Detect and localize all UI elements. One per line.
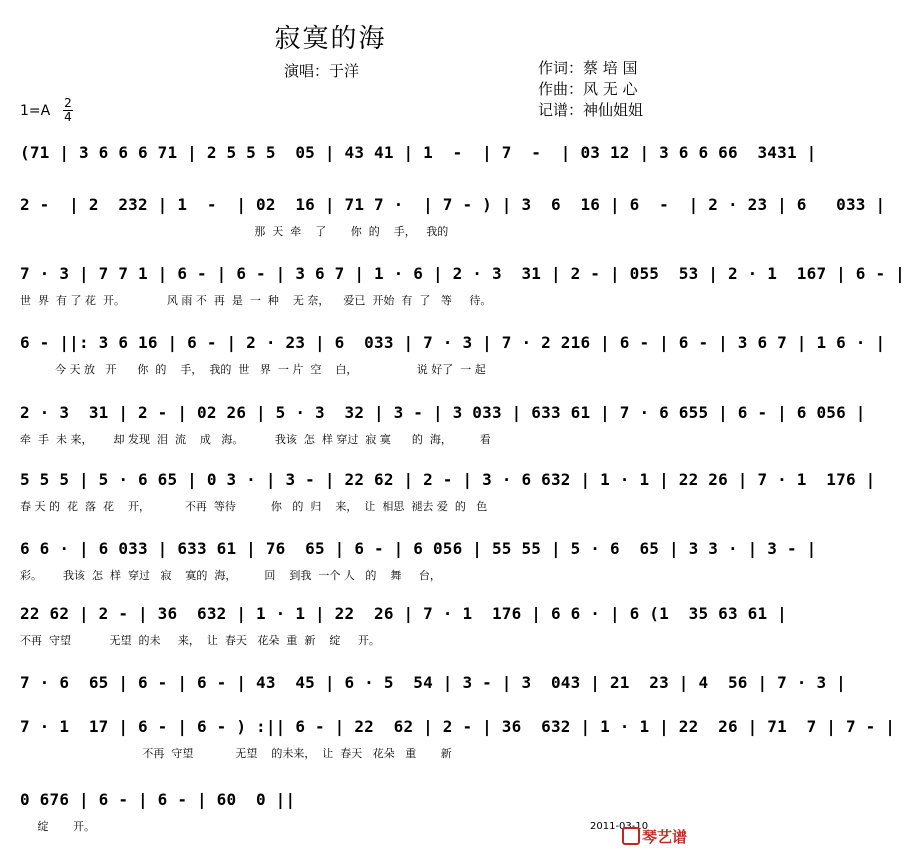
notation-line: 7 · 6 65 | 6 - | 6 - | 43 45 | 6 · 5 54 | 3 - | 3 043 | 21 23 | 4 56 | 7 · 3 |: [20, 673, 846, 692]
key-signature: 1=A: [20, 103, 51, 119]
lyrics-line: 不再 守望 无望 的未 来， 让 春天 花朵 重 新 绽 开。: [20, 634, 380, 647]
time-signature-bottom: 4: [64, 110, 72, 124]
transcription-date: 2011-03-10: [590, 821, 649, 832]
logo-text: 琴艺谱: [642, 828, 688, 846]
time-signature: [63, 98, 73, 123]
lyrics-line: 牵 手 未 来， 却 发现 泪 流 成 海。 我该 怎 样 穿过 寂 寞 的 海， 看: [20, 433, 491, 446]
transcriber-credit: 记谱：神仙姐姐: [538, 101, 644, 119]
time-signature-top: 2: [64, 96, 72, 110]
notation-line: 5 5 5 | 5 · 6 65 | 0 3 · | 3 - | 22 62 | 2 - | 3 · 6 632 | 1 · 1 | 22 26 | 7 · 1 176 |: [20, 470, 876, 489]
logo-icon: [622, 827, 640, 845]
site-logo: [622, 826, 687, 847]
notation-line: 22 62 | 2 - | 36 632 | 1 · 1 | 22 26 | 7 · 1 176 | 6 6 · | 6 (1 35 63 61 |: [20, 604, 787, 623]
notation-line: 0 676 | 6 - | 6 - | 60 0 ||: [20, 790, 296, 809]
credits-block: [538, 58, 643, 121]
notation-line: 7 · 3 | 7 7 1 | 6 - | 6 - | 3 6 7 | 1 · 6 | 2 · 3 31 | 2 - | 055 53 | 2 · 1 167 | 6 - |: [20, 264, 905, 283]
notation-line: 2 - | 2 232 | 1 - | 02 16 | 71 7 · | 7 - ) | 3 6 16 | 6 - | 2 · 23 | 6 033 |: [20, 195, 886, 214]
lyrics-line: 今 天 放 开 你 的 手， 我的 世 界 一 片 空 白， 说 好了 一 起: [20, 363, 486, 376]
lyrics-line: 春 天 的 花 落 花 开， 不再 等待 你 的 归 来， 让 相思 褪去 爱 的 色: [20, 500, 488, 513]
notation-line: 7 · 1 17 | 6 - | 6 - ) :|| 6 - | 22 62 | 2 - | 36 632 | 1 · 1 | 22 26 | 71 7 | 7 - |: [20, 717, 896, 736]
lyrics-line: 那 天 牵 了 你 的 手， 我的: [20, 225, 449, 238]
lyrics-line: 不再 守望 无望 的未来， 让 春天 花朵 重 新: [20, 747, 452, 760]
notation-line: (71 | 3 6 6 6 71 | 2 5 5 5 05 | 43 41 | 1 - | 7 - | 03 12 | 3 6 6 66 3431 |: [20, 143, 817, 162]
lyrics-line: 世 界 有 了 花 开。 风 雨 不 再 是 一 种 无 奈， 爱已 开始 有 了 等 待。: [20, 294, 492, 307]
song-title: 寂寞的海: [274, 24, 387, 54]
singer-credit: 演唱：于洋: [284, 62, 360, 80]
notation-line: 2 · 3 31 | 2 - | 02 26 | 5 · 3 32 | 3 - | 3 033 | 633 61 | 7 · 6 655 | 6 - | 6 056 |: [20, 403, 866, 422]
lyrics-line: 彩。 我该 怎 样 穿过 寂 寞的 海， 回 到我 一个 人 的 舞 台，: [20, 569, 441, 582]
lyricist-credit: 作词：蔡 培 国: [538, 59, 638, 77]
notation-line: 6 - ||: 3 6 16 | 6 - | 2 · 23 | 6 033 | 7 · 3 | 7 · 2 216 | 6 - | 6 - | 3 6 7 | 1 6 · |: [20, 333, 886, 352]
composer-credit: 作曲：风 无 心: [538, 80, 638, 98]
notation-line: 6 6 · | 6 033 | 633 61 | 76 65 | 6 - | 6 056 | 55 55 | 5 · 6 65 | 3 3 · | 3 - |: [20, 539, 817, 558]
lyrics-line: 绽 开。: [20, 820, 95, 833]
